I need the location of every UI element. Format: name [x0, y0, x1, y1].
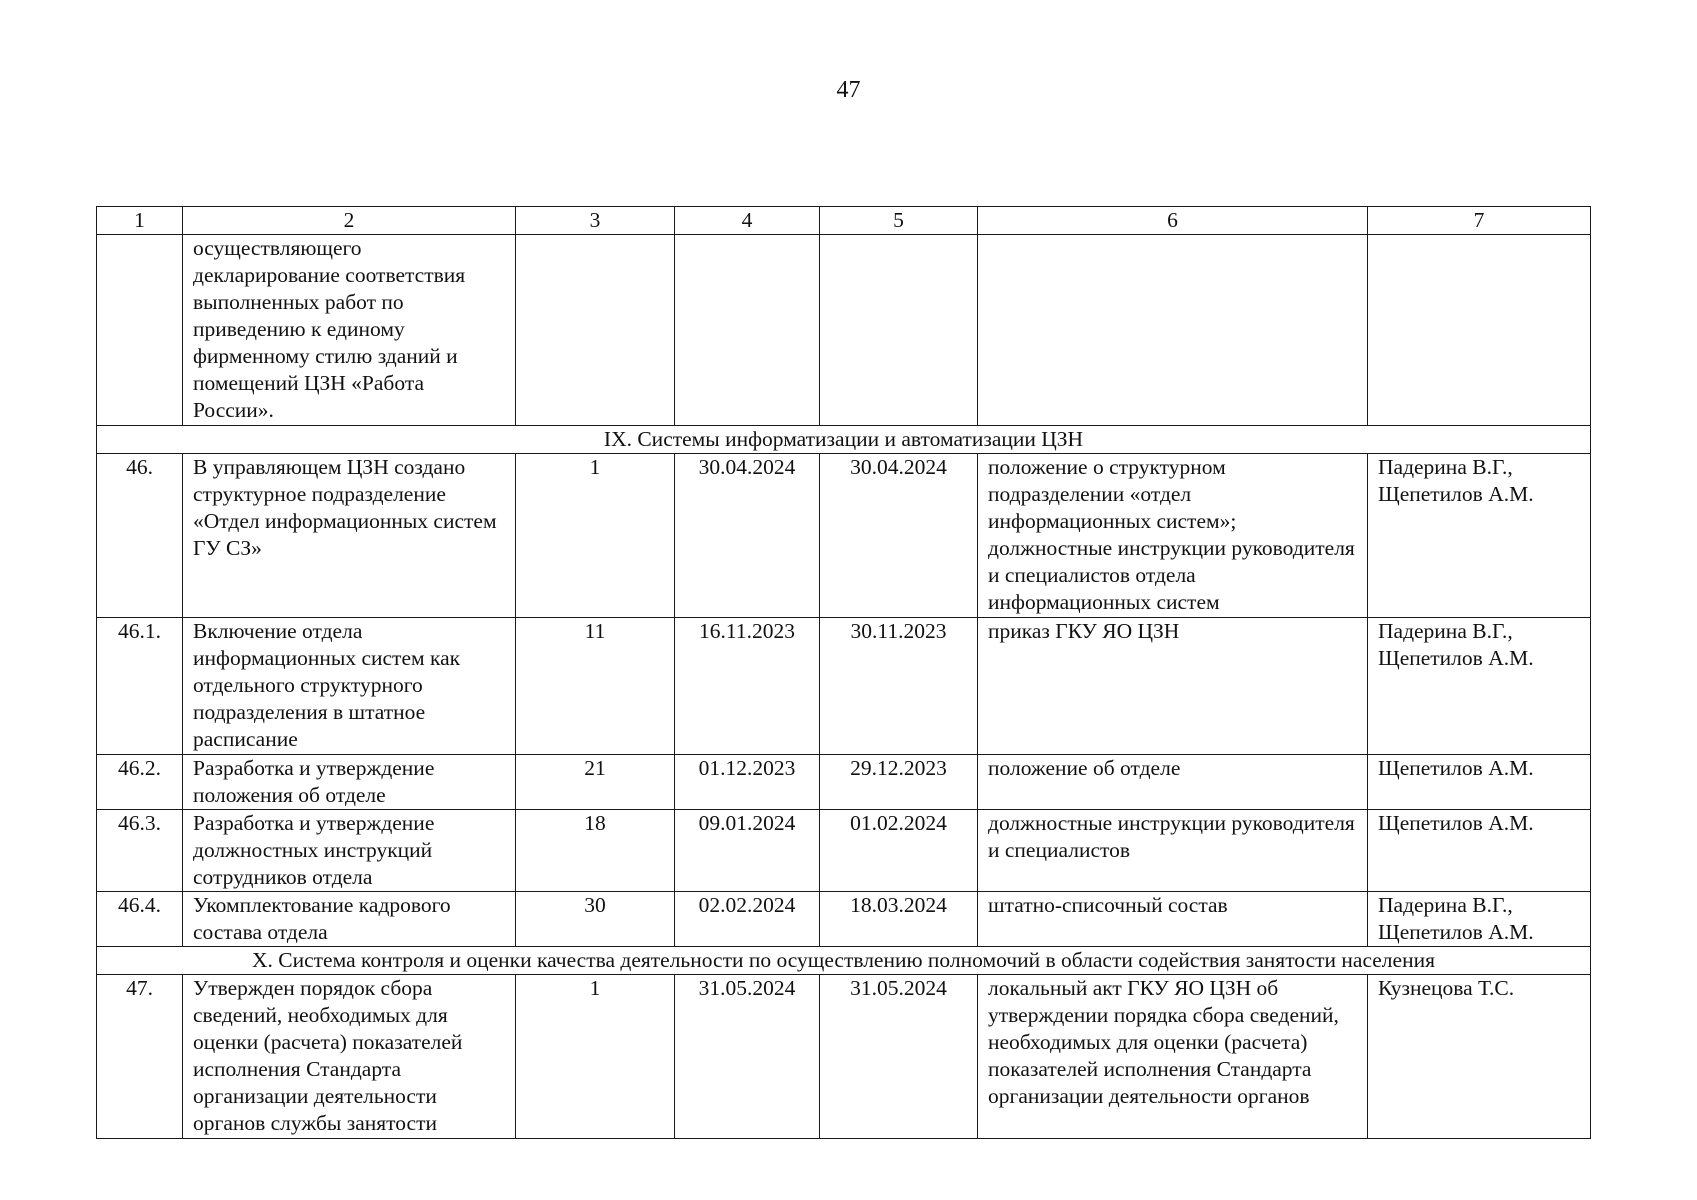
row-description: Разработка и утверждение положения об отделе [183, 755, 516, 810]
row-responsible: Щепетилов А.М. [1368, 810, 1591, 892]
row-number: 46.4. [97, 892, 183, 947]
row-number: 46. [97, 454, 183, 618]
plan-table [96, 206, 1591, 1139]
row-result: должностные инструкции руководителя и специалистов [978, 810, 1368, 892]
row-start-date: 01.12.2023 [675, 755, 820, 810]
header-row [97, 207, 1591, 235]
row-result: приказ ГКУ ЯО ЦЗН [978, 618, 1368, 755]
column-header: 6 [978, 207, 1368, 235]
row-description: Разработка и утверждение должностных инструкций сотрудников отдела [183, 810, 516, 892]
row-description: Утвержден порядок сбора сведений, необходимых для оценки (расчета) показателей исполнения Стандарта организации деятельности органов службы занятости [183, 975, 516, 1139]
row-responsible: Падерина В.Г., Щепетилов А.М. [1368, 454, 1591, 618]
column-header: 4 [675, 207, 820, 235]
row-responsible: Падерина В.Г., Щепетилов А.М. [1368, 618, 1591, 755]
section-heading: X. Система контроля и оценки качества деятельности по осуществлению полномочий в области содействия занятости населения [97, 947, 1591, 975]
row-end-date: 01.02.2024 [820, 810, 978, 892]
row-number: 47. [97, 975, 183, 1139]
row-responsible: Кузнецова Т.С. [1368, 975, 1591, 1139]
row-duration: 18 [516, 810, 675, 892]
row-number: 46.2. [97, 755, 183, 810]
row-responsible: Падерина В.Г., Щепетилов А.М. [1368, 892, 1591, 947]
section-heading: IX. Системы информатизации и автоматизации ЦЗН [97, 426, 1591, 454]
row-end-date: 29.12.2023 [820, 755, 978, 810]
row-duration: 11 [516, 618, 675, 755]
row-end-date: 18.03.2024 [820, 892, 978, 947]
row-duration: 1 [516, 975, 675, 1139]
row-start-date: 02.02.2024 [675, 892, 820, 947]
row-start-date: 09.01.2024 [675, 810, 820, 892]
row-duration: 30 [516, 892, 675, 947]
table-row [97, 755, 1591, 810]
table-row [97, 975, 1591, 1139]
table-row [97, 892, 1591, 947]
row-description: осуществляющего декларирование соответствия выполненных работ по приведению к единому фирменному стилю зданий и помещений ЦЗН «Работа России». [183, 235, 516, 426]
row-duration: 1 [516, 454, 675, 618]
row-duration: 21 [516, 755, 675, 810]
column-header: 1 [97, 207, 183, 235]
row-end-date: 31.05.2024 [820, 975, 978, 1139]
row-start-date: 16.11.2023 [675, 618, 820, 755]
column-header: 7 [1368, 207, 1591, 235]
continuation-row [97, 235, 1591, 426]
row-result [978, 235, 1368, 426]
table-row [97, 810, 1591, 892]
table-row [97, 454, 1591, 618]
row-number [97, 235, 183, 426]
row-description: Укомплектование кадрового состава отдела [183, 892, 516, 947]
row-description: Включение отдела информационных систем как отдельного структурного подразделения в штатное расписание [183, 618, 516, 755]
row-result: положение об отделе [978, 755, 1368, 810]
row-result: положение о структурном подразделении «отдел информационных систем»; должностные инструкции руководителя и специалистов отдела информационных систем [978, 454, 1368, 618]
page-number: 47 [836, 77, 861, 103]
row-responsible: Щепетилов А.М. [1368, 755, 1591, 810]
row-result: локальный акт ГКУ ЯО ЦЗН об утверждении порядка сбора сведений, необходимых для оценки (расчета) показателей исполнения Стандарта организации деятельности органов [978, 975, 1368, 1139]
row-start-date: 30.04.2024 [675, 454, 820, 618]
section-row [97, 947, 1591, 975]
row-number: 46.3. [97, 810, 183, 892]
row-start-date [675, 235, 820, 426]
row-duration [516, 235, 675, 426]
row-responsible [1368, 235, 1591, 426]
row-result: штатно-списочный состав [978, 892, 1368, 947]
table-row [97, 618, 1591, 755]
row-end-date: 30.04.2024 [820, 454, 978, 618]
column-header: 5 [820, 207, 978, 235]
column-header: 3 [516, 207, 675, 235]
column-header: 2 [183, 207, 516, 235]
section-row [97, 426, 1591, 454]
row-end-date: 30.11.2023 [820, 618, 978, 755]
row-description: В управляющем ЦЗН создано структурное подразделение «Отдел информационных систем ГУ СЗ» [183, 454, 516, 618]
row-start-date: 31.05.2024 [675, 975, 820, 1139]
row-number: 46.1. [97, 618, 183, 755]
row-end-date [820, 235, 978, 426]
